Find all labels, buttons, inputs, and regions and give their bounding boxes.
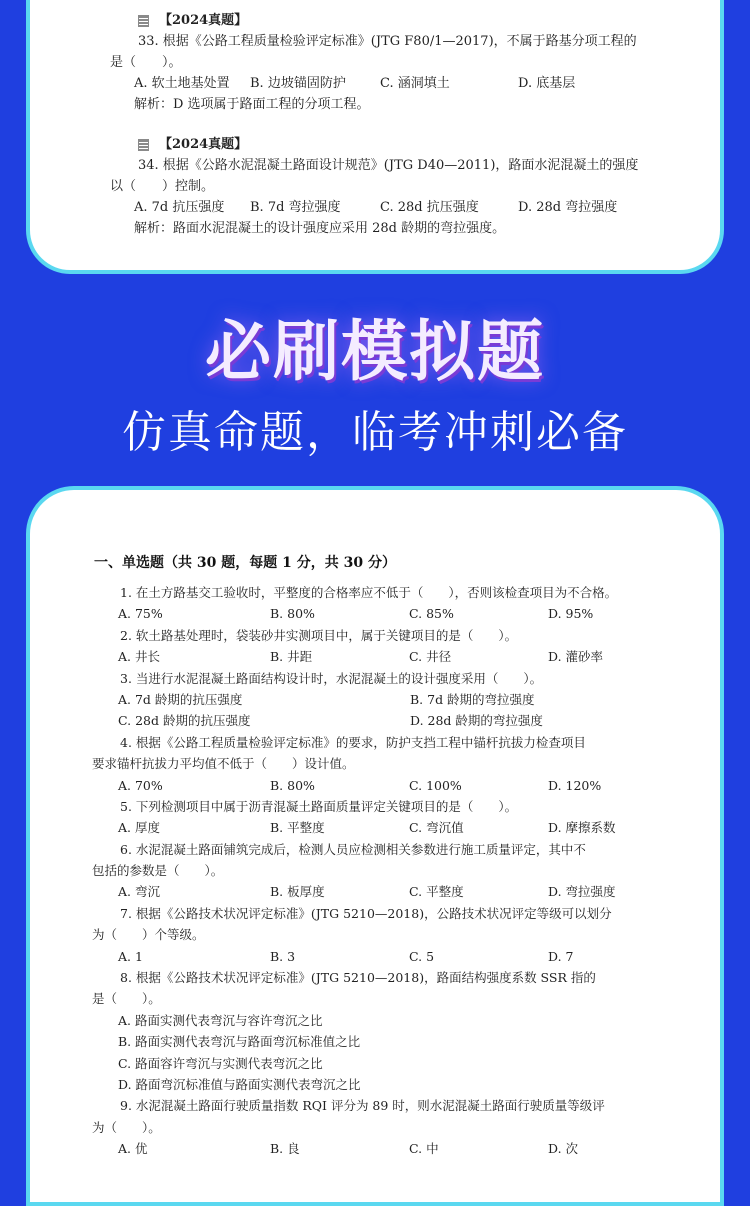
- option-d: D. 7: [548, 948, 574, 964]
- option-row: [118, 689, 658, 710]
- option-a: A. 7d 抗压强度: [134, 200, 225, 215]
- option-c: C. 路面容许弯沉与实测代表弯沉之比: [118, 1055, 323, 1071]
- question-stem-cont: 要求锚杆抗拔力平均值不低于（ ）设计值。: [92, 756, 355, 772]
- option-a: A. 优: [118, 1141, 148, 1157]
- option-row: [118, 946, 658, 967]
- option-c: C. 85%: [409, 606, 454, 622]
- document-icon: [138, 15, 149, 27]
- question-34: [110, 134, 670, 239]
- question-stem: 4. 根据《公路工程质量检验评定标准》的要求，防护支挡工程中锚杆抗拔力检查项目: [120, 734, 586, 750]
- mock-question-list: [92, 582, 658, 1160]
- question-stem: 1. 在土方路基交工验收时，平整度的合格率应不低于（ ），否则该检查项目为不合格。: [120, 585, 618, 600]
- question-stem: 33. 根据《公路工程质量检验评定标准》(JTG F80/1—2017)，不属于路基分项工程的: [138, 34, 637, 49]
- option-d: D. 弯拉强度: [548, 884, 616, 900]
- option-c: C. 井径: [409, 649, 452, 665]
- option-c: C. 平整度: [409, 884, 464, 900]
- option-a: A. 厚度: [118, 820, 160, 836]
- option-c: C. 28d 龄期的抗压强度: [118, 713, 251, 729]
- question-stem-cont: 以（ ）控制。: [110, 179, 215, 194]
- option-b: B. 平整度: [270, 820, 325, 836]
- question-stem: 6. 水泥混凝土路面铺筑完成后，检测人员应检测相关参数进行施工质量评定，其中不: [120, 841, 586, 857]
- option-d: D. 摩擦系数: [548, 820, 616, 836]
- option-c: C. 100%: [409, 777, 462, 793]
- option-b: B. 3: [270, 948, 296, 964]
- option-row: [118, 1138, 658, 1159]
- question-tag: 【2024真题】: [159, 137, 248, 152]
- question-stem: 7. 根据《公路技术状况评定标准》(JTG 5210—2018)，公路技术状况评定等级可以划分: [120, 905, 612, 921]
- option-d: D. 28d 弯拉强度: [518, 200, 618, 215]
- option-b: B. 路面实测代表弯沉与路面弯沉标准值之比: [118, 1034, 361, 1050]
- banner-headline: 必刷模拟题: [205, 313, 545, 390]
- option-d: D. 路面弯沉标准值与路面实测代表弯沉之比: [118, 1076, 361, 1092]
- question-stem: 34. 根据《公路水泥混凝土路面设计规范》(JTG D40—2011)，路面水泥混凝土的强度: [138, 158, 639, 173]
- question-stem: 8. 根据《公路技术状况评定标准》(JTG 5210—2018)，路面结构强度系数 SSR 指的: [120, 970, 596, 986]
- option-row: [118, 603, 658, 624]
- option-row: [118, 710, 658, 731]
- option-d: D. 120%: [548, 777, 602, 793]
- option-b: B. 板厚度: [270, 884, 325, 900]
- analysis-text: 解析：路面水泥混凝土的设计强度应采用 28d 龄期的弯拉强度。: [134, 221, 506, 236]
- option-d: D. 次: [548, 1141, 579, 1157]
- option-a: A. 1: [118, 948, 143, 964]
- option-b: B. 80%: [270, 777, 315, 793]
- option-c: C. 弯沉值: [409, 820, 464, 836]
- option-a: A. 70%: [118, 777, 163, 793]
- section-title: 一、单选题（共 30 题，每题 1 分，共 30 分）: [94, 555, 396, 571]
- option-c: C. 5: [409, 948, 435, 964]
- option-c: C. 涵洞填土: [380, 76, 450, 91]
- question-stem: 9. 水泥混凝土路面行驶质量指数 RQI 评分为 89 时，则水泥混凝土路面行驶质量等级评: [120, 1098, 605, 1114]
- option-row: [118, 775, 658, 796]
- option-a: A. 路面实测代表弯沉与容许弯沉之比: [118, 1012, 323, 1028]
- question-stem-cont: 为（ ）。: [92, 1119, 161, 1135]
- option-d: D. 底基层: [518, 76, 576, 91]
- option-b: B. 7d 龄期的弯拉强度: [410, 691, 535, 707]
- banner-subline: 仿真命题，临考冲刺必备: [122, 407, 628, 458]
- option-d: D. 灌砂率: [548, 649, 604, 665]
- option-a: A. 井长: [118, 649, 160, 665]
- question-stem-cont: 是（ ）。: [110, 55, 182, 70]
- option-b: B. 良: [270, 1141, 300, 1157]
- option-b: B. 80%: [270, 606, 315, 622]
- option-row: [118, 817, 658, 838]
- option-c: C. 中: [409, 1141, 439, 1157]
- option-row: [118, 646, 658, 667]
- question-tag: 【2024真题】: [159, 13, 248, 28]
- document-icon: [138, 139, 149, 151]
- option-b: B. 边坡锚固防护: [250, 76, 346, 91]
- option-d: D. 28d 龄期的弯拉强度: [410, 713, 543, 729]
- option-row: [118, 881, 658, 902]
- question-stem: 3. 当进行水泥混凝土路面结构设计时，水泥混凝土的设计强度采用（ ）。: [120, 670, 543, 686]
- question-stem: 5. 下列检测项目中属于沥青混凝土路面质量评定关键项目的是（ ）。: [120, 798, 518, 814]
- option-a: A. 软土地基处置: [134, 76, 230, 91]
- question-stem-cont: 包括的参数是（ ）。: [92, 863, 224, 879]
- option-b: B. 7d 弯拉强度: [250, 200, 341, 215]
- question-stem-cont: 为（ ）个等级。: [92, 927, 205, 943]
- question-stem: 2. 软土路基处理时，袋装砂井实测项目中，属于关键项目的是（ ）。: [120, 627, 518, 643]
- option-c: C. 28d 抗压强度: [380, 200, 479, 215]
- option-d: D. 95%: [548, 606, 594, 622]
- option-a: A. 75%: [118, 606, 163, 622]
- question-stem-cont: 是（ ）。: [92, 991, 161, 1007]
- option-a: A. 弯沉: [118, 884, 160, 900]
- option-a: A. 7d 龄期的抗压强度: [118, 691, 243, 707]
- question-33: [110, 10, 670, 115]
- option-b: B. 井距: [270, 649, 313, 665]
- analysis-text: 解析：D 选项属于路面工程的分项工程。: [134, 97, 370, 112]
